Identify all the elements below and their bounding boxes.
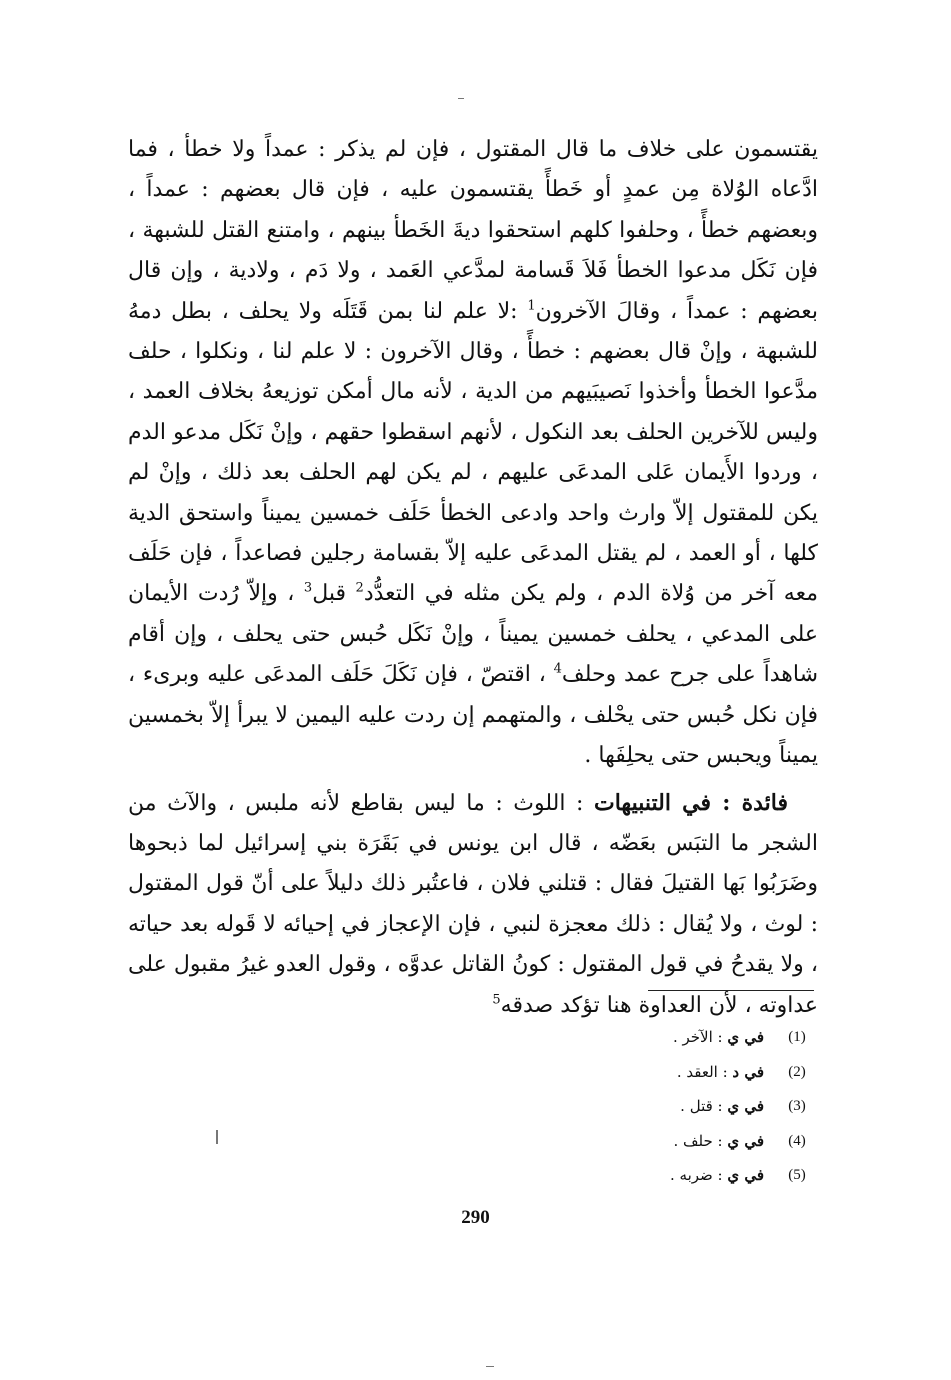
footnote-ref-4: 4: [553, 661, 562, 677]
footnote-ref-5: 5: [492, 992, 501, 1008]
text-run: :لا علم لنا بمن قَتَلَه ولا يحلف ، بطل دمهُ للشبهة ، وإنْ قال بعضهم : خطأً ، وقال الآخرون : لا علم لنا ، ونكلوا ، حلف مدَّعوا الخطأ وأخذوا نَصيبَيهم من الدية ، لأنه مال أمكن توزيعهُ بخلاف العمد ، وليس للآخرين الحلف بعد النكول ، لأنهم اسقطوا حقهم ، وإنْ نَكَل مدعو الدم ، وردوا الأَيمان عَلى المدعَى عليهم ، لم يكن لهم الحلف بعد ذلك ، وإنْ لم يكن للمقتول إلاّ وارث واحد وادعى الخطأ حَلَف خمسين يميناً واستحق الدية كلها ، أو العمد ، لم يقتل المدعَى عليه إلاّ بقسامة رجلين فصاعداً ، فإن حَلَف معه آخر من وُلاة الدم ، ولم يكن مثله في التعدُّد: [128, 298, 819, 607]
footnote-separator: [648, 990, 814, 991]
footnote-item: [408, 1124, 808, 1159]
footnote-text: في ي : حلف .: [673, 1131, 764, 1150]
footnote-text: في ي : الآخر .: [672, 1028, 764, 1046]
footnote-item: [408, 1158, 808, 1193]
text-run: يقتسمون على خلاف ما قال المقتول ، فإن لم يذكر : عمداً ولا خطأ ، فما ادَّعاه الوُلاة مِن عمدٍ أو خَطأً يقتسمون عليه ، فإن قال بعضهم : عمداً ، وبعضهم خطأً ، وحلفوا كلهم استحقوا ديةَ الخَطأ بينهم ، وامتنع القتل للشبهة ، فإن نَكَل مدعوا الخطأ فَلاَ قَسامة لمدَّعي العَمد ، ولا دَم ، ولادية ، وإن قال بعضهم : عمداً ، وقالَ الآخرون: [128, 137, 818, 324]
footnote-item: [408, 1055, 808, 1090]
scan-speck: [486, 1366, 494, 1367]
footnote-number: (2): [788, 1063, 806, 1080]
footnote-number: (5): [788, 1167, 806, 1183]
footnote-text: في ي : ضربه .: [670, 1166, 764, 1184]
footnote-ref-2: 2: [355, 581, 364, 597]
footnote-text: في د : العقد .: [676, 1062, 764, 1081]
scan-speck: [216, 1130, 218, 1144]
footnote-ref-1: 1: [527, 298, 536, 314]
footnote-item: [408, 1089, 808, 1124]
text-run: : اللوث : ما ليس بقاطع لأنه ملبس ، والآث من الشجر ما التبَس بعَضّه ، قال ابن يونس في بَقَرَة بني إسرائيل لما ذبحوها وضَرَبُوا بَها القتيلَ فقال : قتلني فلان ، فاعتُبر ذلك دليلاً على أنّ قول المقتول : لوث ، ولا يُقال : ذلك معجزة لنبي ، فإن الإعجاز في إحيائه لا قَوله بعد حياته ، ولا يقدحُ في قول المقتول : كونُ القاتل عدوَّه ، وقول العدو غيرُ مقبول على عداوته ، لأن العداوة هنا تؤكد صدقه: [128, 790, 818, 1018]
footnote-number: (4): [788, 1132, 806, 1149]
footnote-item: [408, 1020, 808, 1055]
footnote-number: (1): [788, 1029, 806, 1045]
text-run: ، اقتصّ ، فإن نَكَلَ حَلَف المدعَى عليه وبرىء ، فإن نكل حُبس حتى يحْلف ، والمتهمم إن ردت عليه اليمين لا يبرأ إلاّ بخمسين يميناً ويحبس حتى يحلِفَها .: [128, 662, 818, 769]
paragraph-1: [128, 130, 818, 777]
scan-speck: [458, 98, 464, 99]
footnote-number: (3): [788, 1098, 806, 1114]
footnotes: [408, 1020, 808, 1193]
footnote-ref-3: 3: [303, 581, 313, 597]
page-number: 290: [461, 1207, 490, 1228]
paragraph-label: فائدة : في التنبيهات: [594, 789, 788, 816]
footnote-text: في ي : قتل .: [680, 1097, 764, 1115]
text-run: ، وإلاّ رُدت الأيمان على المدعي ، يحلف خمسين يميناً ، وإنْ نَكَل حُبس حتى يحلف ، وإن أقام شاهداً على جرح عمد وحلف: [128, 581, 819, 688]
text-run: قبل: [312, 581, 356, 607]
main-text: [128, 130, 818, 1026]
